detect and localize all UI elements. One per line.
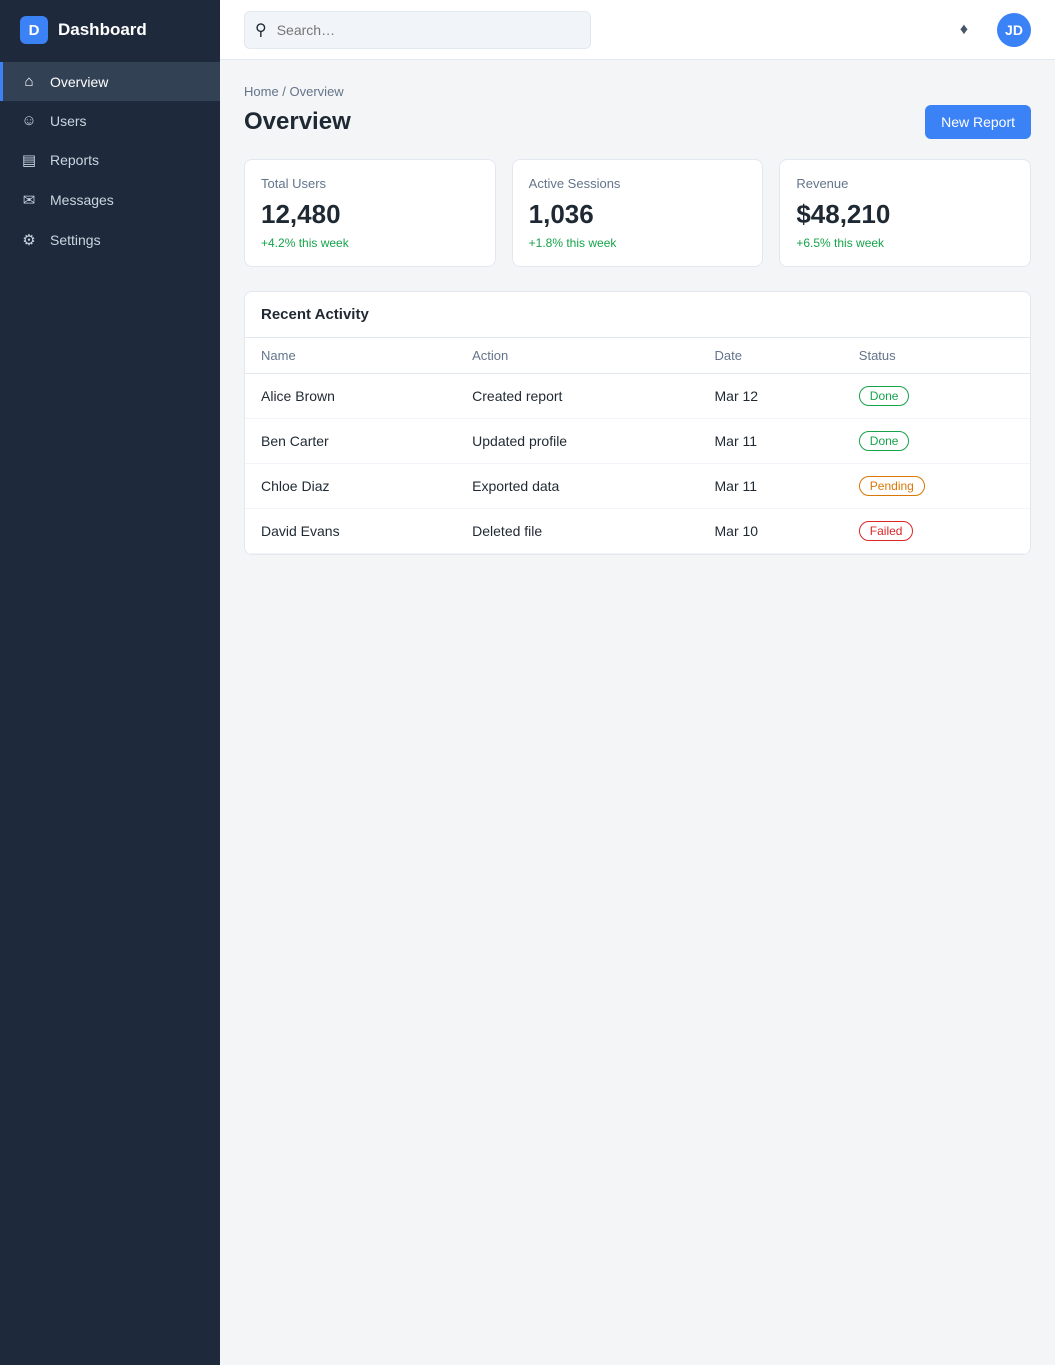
- table-cell: [456, 419, 698, 464]
- stat-delta: +6.5% this week: [796, 236, 885, 250]
- cell-text: Mar 10: [714, 523, 759, 539]
- cell-text: Updated profile: [472, 433, 568, 449]
- table-cell: [245, 509, 456, 554]
- table-cell: [843, 419, 1030, 464]
- sidebar-item-reports[interactable]: [0, 140, 220, 180]
- search-icon: ⚲: [255, 21, 267, 39]
- cell-text: Exported data: [472, 478, 560, 494]
- table-cell: [699, 419, 843, 464]
- activity-table: [245, 338, 1030, 554]
- cell-text: David Evans: [261, 523, 340, 539]
- table-cell: [699, 374, 843, 419]
- breadcrumb[interactable]: Home / Overview: [244, 84, 344, 99]
- status-badge: Failed: [859, 521, 914, 541]
- column-header[interactable]: Status: [843, 338, 1030, 374]
- bell-icon[interactable]: ♦: [959, 20, 969, 38]
- status-badge: Done: [859, 431, 910, 451]
- stat-card: [244, 159, 496, 267]
- table-cell: [245, 374, 456, 419]
- sidebar-item-messages[interactable]: [0, 180, 220, 220]
- table-row[interactable]: [245, 464, 1030, 509]
- status-badge: Pending: [859, 476, 925, 496]
- table-row[interactable]: [245, 374, 1030, 419]
- table-cell: [843, 464, 1030, 509]
- sidebar: [0, 0, 220, 1365]
- table-cell: [245, 464, 456, 509]
- cell-text: Mar 12: [714, 388, 759, 404]
- gear-icon: ⚙: [22, 232, 36, 249]
- table-cell: [245, 419, 456, 464]
- sidebar-nav: [0, 62, 220, 260]
- table-cell: [456, 509, 698, 554]
- cell-text: Ben Carter: [261, 433, 329, 449]
- stat-delta: +4.2% this week: [261, 236, 349, 250]
- column-header[interactable]: Action: [456, 338, 698, 374]
- stat-label: Active Sessions: [528, 176, 621, 191]
- table-cell: [843, 509, 1030, 554]
- cell-text: Mar 11: [714, 478, 758, 494]
- stat-label: Total Users: [261, 176, 327, 191]
- table-body: [245, 374, 1030, 554]
- cell-text: Chloe Diaz: [261, 478, 330, 494]
- stat-delta: +1.8% this week: [528, 236, 617, 250]
- sidebar-item-label: Overview: [50, 73, 109, 90]
- content: [220, 60, 1055, 579]
- sidebar-item-settings[interactable]: [0, 220, 220, 260]
- stat-cards: [244, 159, 1031, 267]
- table-row[interactable]: [245, 419, 1030, 464]
- stat-card: [779, 159, 1031, 267]
- activity-panel: [244, 291, 1031, 555]
- logo-icon: D: [20, 16, 48, 44]
- stat-value: $48,210: [796, 199, 891, 229]
- sidebar-item-label: Settings: [50, 232, 101, 248]
- table-header-row: [245, 338, 1030, 374]
- cell-text: Deleted file: [472, 523, 543, 539]
- avatar[interactable]: JD: [997, 13, 1031, 47]
- table-row[interactable]: [245, 509, 1030, 554]
- stat-label: Revenue: [796, 176, 849, 191]
- chart-icon: ▤: [21, 152, 37, 169]
- status-badge: Done: [859, 386, 910, 406]
- table-cell: [456, 464, 698, 509]
- sidebar-item-users[interactable]: [0, 101, 220, 140]
- table-cell: [699, 509, 843, 554]
- stat-value: 1,036: [528, 199, 594, 229]
- cell-text: Created report: [472, 388, 563, 404]
- main-area: [220, 0, 1055, 1365]
- app-name: Dashboard: [58, 20, 147, 39]
- home-icon: ⌂: [24, 73, 34, 90]
- page-title: Overview: [244, 108, 351, 135]
- column-header[interactable]: Name: [245, 338, 456, 374]
- new-report-button[interactable]: New Report: [925, 105, 1031, 139]
- search-input[interactable]: [275, 21, 580, 39]
- stat-value: 12,480: [261, 199, 341, 229]
- table-cell: [456, 374, 698, 419]
- cell-text: Mar 11: [714, 433, 758, 449]
- page-header: [244, 105, 1031, 139]
- search-box: [244, 11, 591, 49]
- panel-title: Recent Activity: [245, 292, 1030, 338]
- table-cell: [843, 374, 1030, 419]
- table-cell: [699, 464, 843, 509]
- cell-text: Alice Brown: [261, 388, 335, 404]
- mail-icon: ✉: [22, 192, 36, 209]
- users-icon: ☺: [21, 112, 37, 129]
- sidebar-item-label: Messages: [50, 192, 114, 208]
- sidebar-item-label: Users: [50, 112, 87, 129]
- column-header[interactable]: Date: [699, 338, 843, 374]
- sidebar-item-label: Reports: [50, 152, 100, 168]
- topbar: [220, 0, 1055, 60]
- brand[interactable]: [0, 16, 220, 62]
- stat-card: [512, 159, 764, 267]
- sidebar-item-overview[interactable]: [0, 62, 220, 101]
